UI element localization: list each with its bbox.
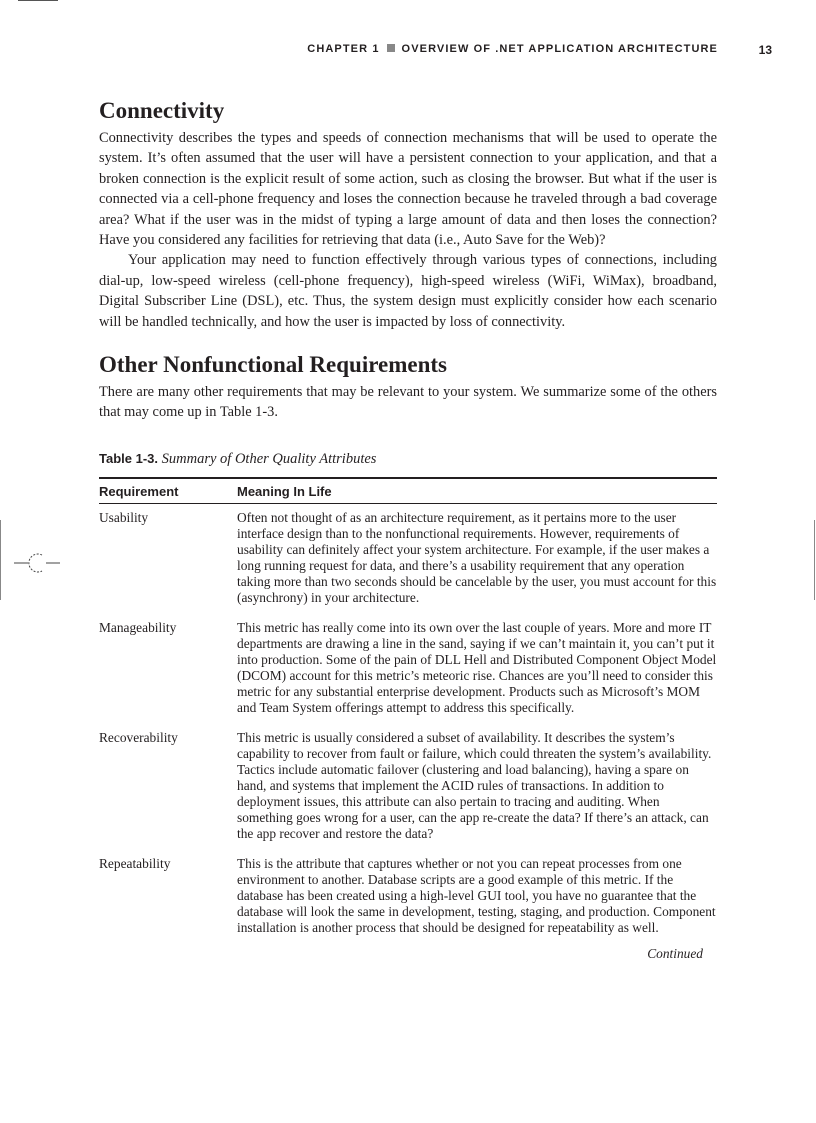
table-caption-title: Summary of Other Quality Attributes [161, 450, 377, 467]
table-row [99, 503, 717, 614]
table-caption [99, 449, 717, 469]
heading-connectivity: Connectivity [99, 98, 225, 123]
crop-mark-top-left [18, 0, 58, 1]
connectivity-paragraph-1: Connectivity describes the types and speeds of connection mechanisms that will be used to operate the system. It’s often assumed that the user will have a persistent connection to your application, and that a broken connection is the explicit result of some action, such as closing the browser. But what if the user is connected via a cell-phone frequency and loses the connection because he traveled through a bad coverage area? What if the user was in the midst of typing a large amount of data and then loses the connection? Have you considered any facilities for retrieving that data (i.e., Auto Save for the Web)? [99, 130, 717, 249]
connectivity-paragraph-2: Your application may need to function effectively through various types of connections, including dial-up, low-speed wireless (cell-phone frequency), high-speed wireless (WiFi, WiMax), broadband, Digital Subscriber Line (DSL), etc. Thus, the system design must explicitly consider how each scenario will be handled technically, and how the user is impacted by loss of connectivity. [99, 252, 717, 330]
page-number: 13 [758, 43, 772, 57]
table-row [99, 850, 717, 944]
requirement-cell: Manageability [99, 619, 177, 635]
table-header-row [99, 478, 717, 504]
requirement-cell: Usability [99, 509, 149, 525]
requirement-cell: Recoverability [99, 729, 178, 745]
registration-mark-icon [14, 552, 60, 574]
chapter-title: OVERVIEW OF .NET APPLICATION ARCHITECTURE [401, 43, 718, 55]
running-head [100, 43, 772, 59]
column-header-requirement: Requirement [99, 478, 237, 504]
column-header-meaning: Meaning In Life [237, 478, 717, 504]
heading-other-nonfunctional-requirements: Other Nonfunctional Requirements [99, 352, 447, 378]
table-continued-label: Continued [647, 945, 703, 961]
table-row [99, 614, 717, 724]
chapter-label: CHAPTER 1 [307, 43, 380, 55]
table-row [99, 724, 717, 850]
meaning-cell: Often not thought of as an architecture requirement, as it pertains more to the user interface design than to the nonfunctional requirements. However, requirements of usability can definitely affect your system architecture. For example, if the user makes a long running request for data, and there’s a usability requirement that any operation taking more than two seconds should be cancelable by the user, you must account for this (asynchrony) in your architecture. [237, 509, 717, 605]
running-head-text [307, 43, 718, 55]
crop-mark-left [0, 520, 1, 600]
other-requirements-paragraph: There are many other requirements that may be relevant to your system. We summarize some of the others that may come up in Table 1-3. [99, 384, 717, 421]
table-caption-label: Table 1-3. [99, 450, 159, 466]
page-content [99, 96, 717, 962]
meaning-cell: This metric is usually considered a subset of availability. It describes the system’s capability to recover from fault or failure, which could threaten the system’s availability. Tactics include automatic failover (clustering and load balancing), having a spare on hand, and systems that implement the ACID rules of transactions. In addition to deployment issues, this attribute can also pertain to tracing and auditing. When something goes wrong for a user, can the app re-create the data? If there’s an attack, can the app recover and restore the data? [237, 729, 712, 841]
meaning-cell: This is the attribute that captures whether or not you can repeat processes from one environment to another. Database scripts are a good example of this metric. If the database has been created using a high-level GUI tool, you have no guarantee that the database will look the same in development, testing, staging, and production. Component installation is another process that should be designed for repeatability as well. [237, 855, 716, 935]
meaning-cell: This metric has really come into its own over the last couple of years. More and more IT departments are drawing a line in the sand, saying if we can’t maintain it, you can’t put it into production. Some of the pain of DLL Hell and Distributed Component Object Model (DCOM) account for this metric’s meteoric rise. Chances are you’ll need to consider this metric for any substantial enterprise development. Products such as Microsoft’s MOM and Team System offerings attempt to address this specifically. [237, 619, 717, 715]
quality-attributes-table [99, 477, 717, 944]
requirement-cell: Repeatability [99, 855, 171, 871]
crop-mark-right [814, 520, 815, 600]
separator-square-icon [387, 44, 395, 52]
